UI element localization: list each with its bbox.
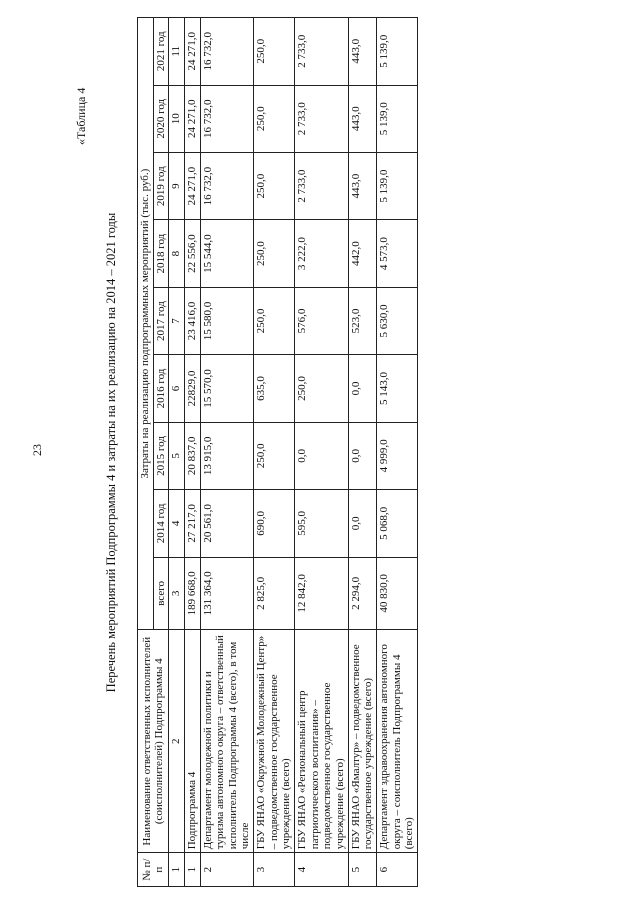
row-year-value: 16 732,0 (200, 18, 254, 86)
table-body (184, 18, 417, 887)
header-total: всего (153, 557, 169, 630)
header-num: № п/п (138, 853, 169, 887)
row-executor-name: Департамент молодежной политики и туризма автономного округа – ответственный исполнитель Подпрограммы 4 (всего), в том числе (200, 630, 254, 853)
table-row (254, 18, 295, 887)
row-executor-name: ГБУ ЯНАО «Ямалтур» – подведомственное государственное учреждение (всего) (348, 630, 376, 853)
header-name: Наименование ответственных исполнителей (соисполнителей) Подпрограммы 4 (138, 630, 169, 853)
row-year-value: 20 837,0 (184, 422, 200, 489)
row-year-value: 523,0 (348, 287, 376, 354)
row-year-value: 4 999,0 (376, 422, 417, 489)
col-number: 9 (169, 152, 185, 219)
row-year-value: 22829,0 (184, 355, 200, 422)
column-number-row (169, 18, 185, 887)
row-year-value: 443,0 (348, 85, 376, 152)
header-year: 2021 год (153, 18, 169, 86)
row-total-value: 131 364,0 (200, 557, 254, 630)
row-year-value: 250,0 (254, 422, 295, 489)
col-number: 2 (169, 630, 185, 853)
row-year-value: 5 139,0 (376, 18, 417, 86)
row-year-value: 2 733,0 (295, 152, 349, 219)
row-year-value: 15 580,0 (200, 287, 254, 354)
row-year-value: 24 271,0 (184, 152, 200, 219)
header-year: 2016 год (153, 355, 169, 422)
row-year-value: 15 544,0 (200, 220, 254, 287)
header-year: 2020 год (153, 85, 169, 152)
row-year-value: 2 733,0 (295, 85, 349, 152)
row-year-value: 13 915,0 (200, 422, 254, 489)
row-year-value: 15 570,0 (200, 355, 254, 422)
row-year-value: 576,0 (295, 287, 349, 354)
row-executor-name: ГБУ ЯНАО «Окружной Молодежный Центр» – подведомственное государственное учреждение (всего) (254, 630, 295, 853)
row-year-value: 0,0 (295, 422, 349, 489)
row-year-value: 5 068,0 (376, 490, 417, 557)
row-year-value: 443,0 (348, 152, 376, 219)
row-year-value: 690,0 (254, 490, 295, 557)
row-executor-name: Подпрограмма 4 (184, 630, 200, 853)
row-year-value: 3 222,0 (295, 220, 349, 287)
row-year-value: 635,0 (254, 355, 295, 422)
row-year-value: 4 573,0 (376, 220, 417, 287)
row-year-value: 20 561,0 (200, 490, 254, 557)
row-year-value: 250,0 (254, 152, 295, 219)
row-year-value: 16 732,0 (200, 85, 254, 152)
table-row (295, 18, 349, 887)
row-number: 3 (254, 853, 295, 887)
table-title: Перечень мероприятий Подпрограммы 4 и затраты на их реализацию на 2014 – 2021 годы (104, 212, 118, 693)
col-number: 4 (169, 490, 185, 557)
header-year: 2014 год (153, 490, 169, 557)
col-number: 11 (169, 18, 185, 86)
row-number: 5 (348, 853, 376, 887)
row-number: 4 (295, 853, 349, 887)
row-year-value: 443,0 (348, 18, 376, 86)
header-year: 2018 год (153, 220, 169, 287)
row-year-value: 22 556,0 (184, 220, 200, 287)
col-number: 8 (169, 220, 185, 287)
row-year-value: 24 271,0 (184, 85, 200, 152)
col-number: 1 (169, 853, 185, 887)
header-costs: Затраты на реализацию подпрограммных мероприятий (тыс. руб.) (138, 18, 154, 630)
table-label: «Таблица 4 (74, 87, 88, 145)
page-number: 23 (30, 444, 44, 456)
header-year: 2015 год (153, 422, 169, 489)
row-year-value: 250,0 (254, 220, 295, 287)
row-year-value: 5 143,0 (376, 355, 417, 422)
row-year-value: 442,0 (348, 220, 376, 287)
table-row (376, 18, 417, 887)
row-total-value: 12 842,0 (295, 557, 349, 630)
row-year-value: 0,0 (348, 490, 376, 557)
costs-table (137, 17, 418, 887)
header-year: 2017 год (153, 287, 169, 354)
table-row (184, 18, 200, 887)
row-year-value: 16 732,0 (200, 152, 254, 219)
row-year-value: 0,0 (348, 355, 376, 422)
row-executor-name: ГБУ ЯНАО «Региональный центр патриотического воспитания» – подведомственное государственное учреждение (всего) (295, 630, 349, 853)
row-year-value: 5 139,0 (376, 85, 417, 152)
row-year-value: 23 416,0 (184, 287, 200, 354)
row-year-value: 2 733,0 (295, 18, 349, 86)
row-number: 6 (376, 853, 417, 887)
row-year-value: 250,0 (254, 18, 295, 86)
row-total-value: 2 825,0 (254, 557, 295, 630)
row-total-value: 2 294,0 (348, 557, 376, 630)
row-year-value: 24 271,0 (184, 18, 200, 86)
row-executor-name: Департамент здравоохранения автономного округа – соисполнитель Подпрограммы 4 (всего) (376, 630, 417, 853)
row-number: 1 (184, 853, 200, 887)
col-number: 10 (169, 85, 185, 152)
row-year-value: 250,0 (295, 355, 349, 422)
row-total-value: 40 830,0 (376, 557, 417, 630)
row-year-value: 250,0 (254, 287, 295, 354)
col-number: 5 (169, 422, 185, 489)
row-year-value: 5 630,0 (376, 287, 417, 354)
col-number: 6 (169, 355, 185, 422)
row-total-value: 189 668,0 (184, 557, 200, 630)
table-row (200, 18, 254, 887)
row-year-value: 5 139,0 (376, 152, 417, 219)
row-number: 2 (200, 853, 254, 887)
row-year-value: 250,0 (254, 85, 295, 152)
col-number: 7 (169, 287, 185, 354)
row-year-value: 0,0 (348, 422, 376, 489)
table-row (348, 18, 376, 887)
row-year-value: 27 217,0 (184, 490, 200, 557)
row-year-value: 595,0 (295, 490, 349, 557)
col-number: 3 (169, 557, 185, 630)
header-year: 2019 год (153, 152, 169, 219)
